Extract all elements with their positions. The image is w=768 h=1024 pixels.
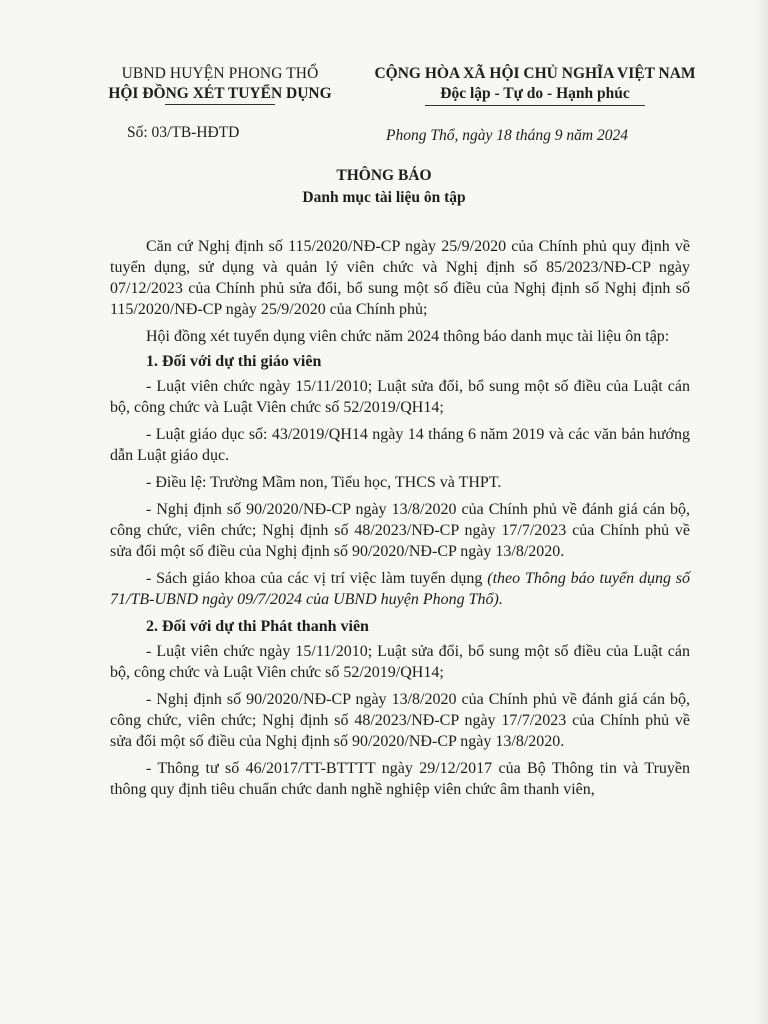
- motto-underline: [425, 105, 645, 106]
- document-number: Số: 03/TB-HĐTD: [127, 124, 240, 141]
- issuer-district: UBND HUYỆN PHONG THỔ: [121, 65, 319, 82]
- s1-list-item: - Điều lệ: Trường Mầm non, Tiểu học, THCS và THPT.: [146, 474, 502, 491]
- s2-list-item: - Luật viên chức ngày 15/11/2010; Luật sửa đổi, bổ sung một số điều của Luật cán bộ, công chức và Luật Viên chức số 52/2019/QH14;: [110, 643, 690, 681]
- national-title: CỘNG HÒA XÃ HỘI CHỦ NGHĨA VIỆT NAM: [374, 65, 696, 82]
- document-body: [110, 236, 690, 806]
- s1-list-item: - Luật viên chức ngày 15/11/2010; Luật sửa đổi, bổ sung một số điều của Luật cán bộ, công chức và Luật Viên chức số 52/2019/QH14;: [110, 378, 690, 416]
- s1-list-item-textbooks: [110, 568, 690, 610]
- textbooks-text: - Sách giáo khoa của các vị trí việc làm tuyển dụng: [146, 570, 488, 587]
- s1-list-item: - Luật giáo dục số: 43/2019/QH14 ngày 14 tháng 6 năm 2019 và các văn bản hướng dẫn Luật giáo dục.: [110, 426, 690, 464]
- s2-list-item: - Thông tư số 46/2017/TT-BTTTT ngày 29/12/2017 của Bộ Thông tin và Truyền thông quy định tiêu chuẩn chức danh nghề nghiệp viên chức âm thanh viên,: [110, 760, 690, 798]
- section-2-heading: 2. Đối với dự thi Phát thanh viên: [146, 618, 369, 635]
- issuer-block: [85, 64, 355, 105]
- national-motto-block: [345, 64, 725, 106]
- intro-statement: Hội đồng xét tuyển dụng viên chức năm 2024 thông báo danh mục tài liệu ôn tập:: [146, 328, 670, 345]
- intro-paragraph: Căn cứ Nghị định số 115/2020/NĐ-CP ngày 25/9/2020 của Chính phủ quy định về tuyển dụng, sử dụng và quản lý viên chức và Nghị định số 85/2023/NĐ-CP ngày 07/12/2023 của Chính phủ sửa đổi, bổ sung một số điều của Nghị định số Nghị định số 115/2020/NĐ-CP ngày 25/9/2020 của Chính phủ;: [110, 238, 690, 318]
- issuer-underline: [165, 104, 275, 105]
- s1-list-item: - Nghị định số 90/2020/NĐ-CP ngày 13/8/2020 của Chính phủ về đánh giá cán bộ, công chức, viên chức; Nghị định số 48/2023/NĐ-CP ngày 17/7/2023 của Chính phủ về sửa đổi một số điều của Nghị định số 90/2020/NĐ-CP ngày 13/8/2020.: [110, 501, 690, 560]
- document-subtitle: Danh mục tài liệu ôn tập: [302, 189, 466, 206]
- national-motto: Độc lập - Tự do - Hạnh phúc: [440, 85, 630, 102]
- textbooks-reference: (theo Thông báo tuyển dụng số 71/TB-UBND ngày 09/7/2024 của UBND huyện Phong Thổ).: [110, 570, 691, 608]
- s2-list-item: - Nghị định số 90/2020/NĐ-CP ngày 13/8/2020 của Chính phủ về đánh giá cán bộ, công chức, viên chức; Nghị định số 48/2023/NĐ-CP ngày 17/7/2023 của Chính phủ về sửa đổi một số điều của Nghị định số 90/2020/NĐ-CP ngày 13/8/2020.: [110, 691, 690, 750]
- issuer-council: HỘI ĐỒNG XÉT TUYỂN DỤNG: [108, 85, 332, 102]
- place-date: Phong Thổ, ngày 18 tháng 9 năm 2024: [386, 127, 628, 144]
- page-edge-shadow: [754, 0, 768, 1024]
- document-title: THÔNG BÁO: [336, 167, 432, 184]
- document-title-block: [0, 165, 768, 209]
- section-1-heading: 1. Đối với dự thi giáo viên: [146, 353, 322, 370]
